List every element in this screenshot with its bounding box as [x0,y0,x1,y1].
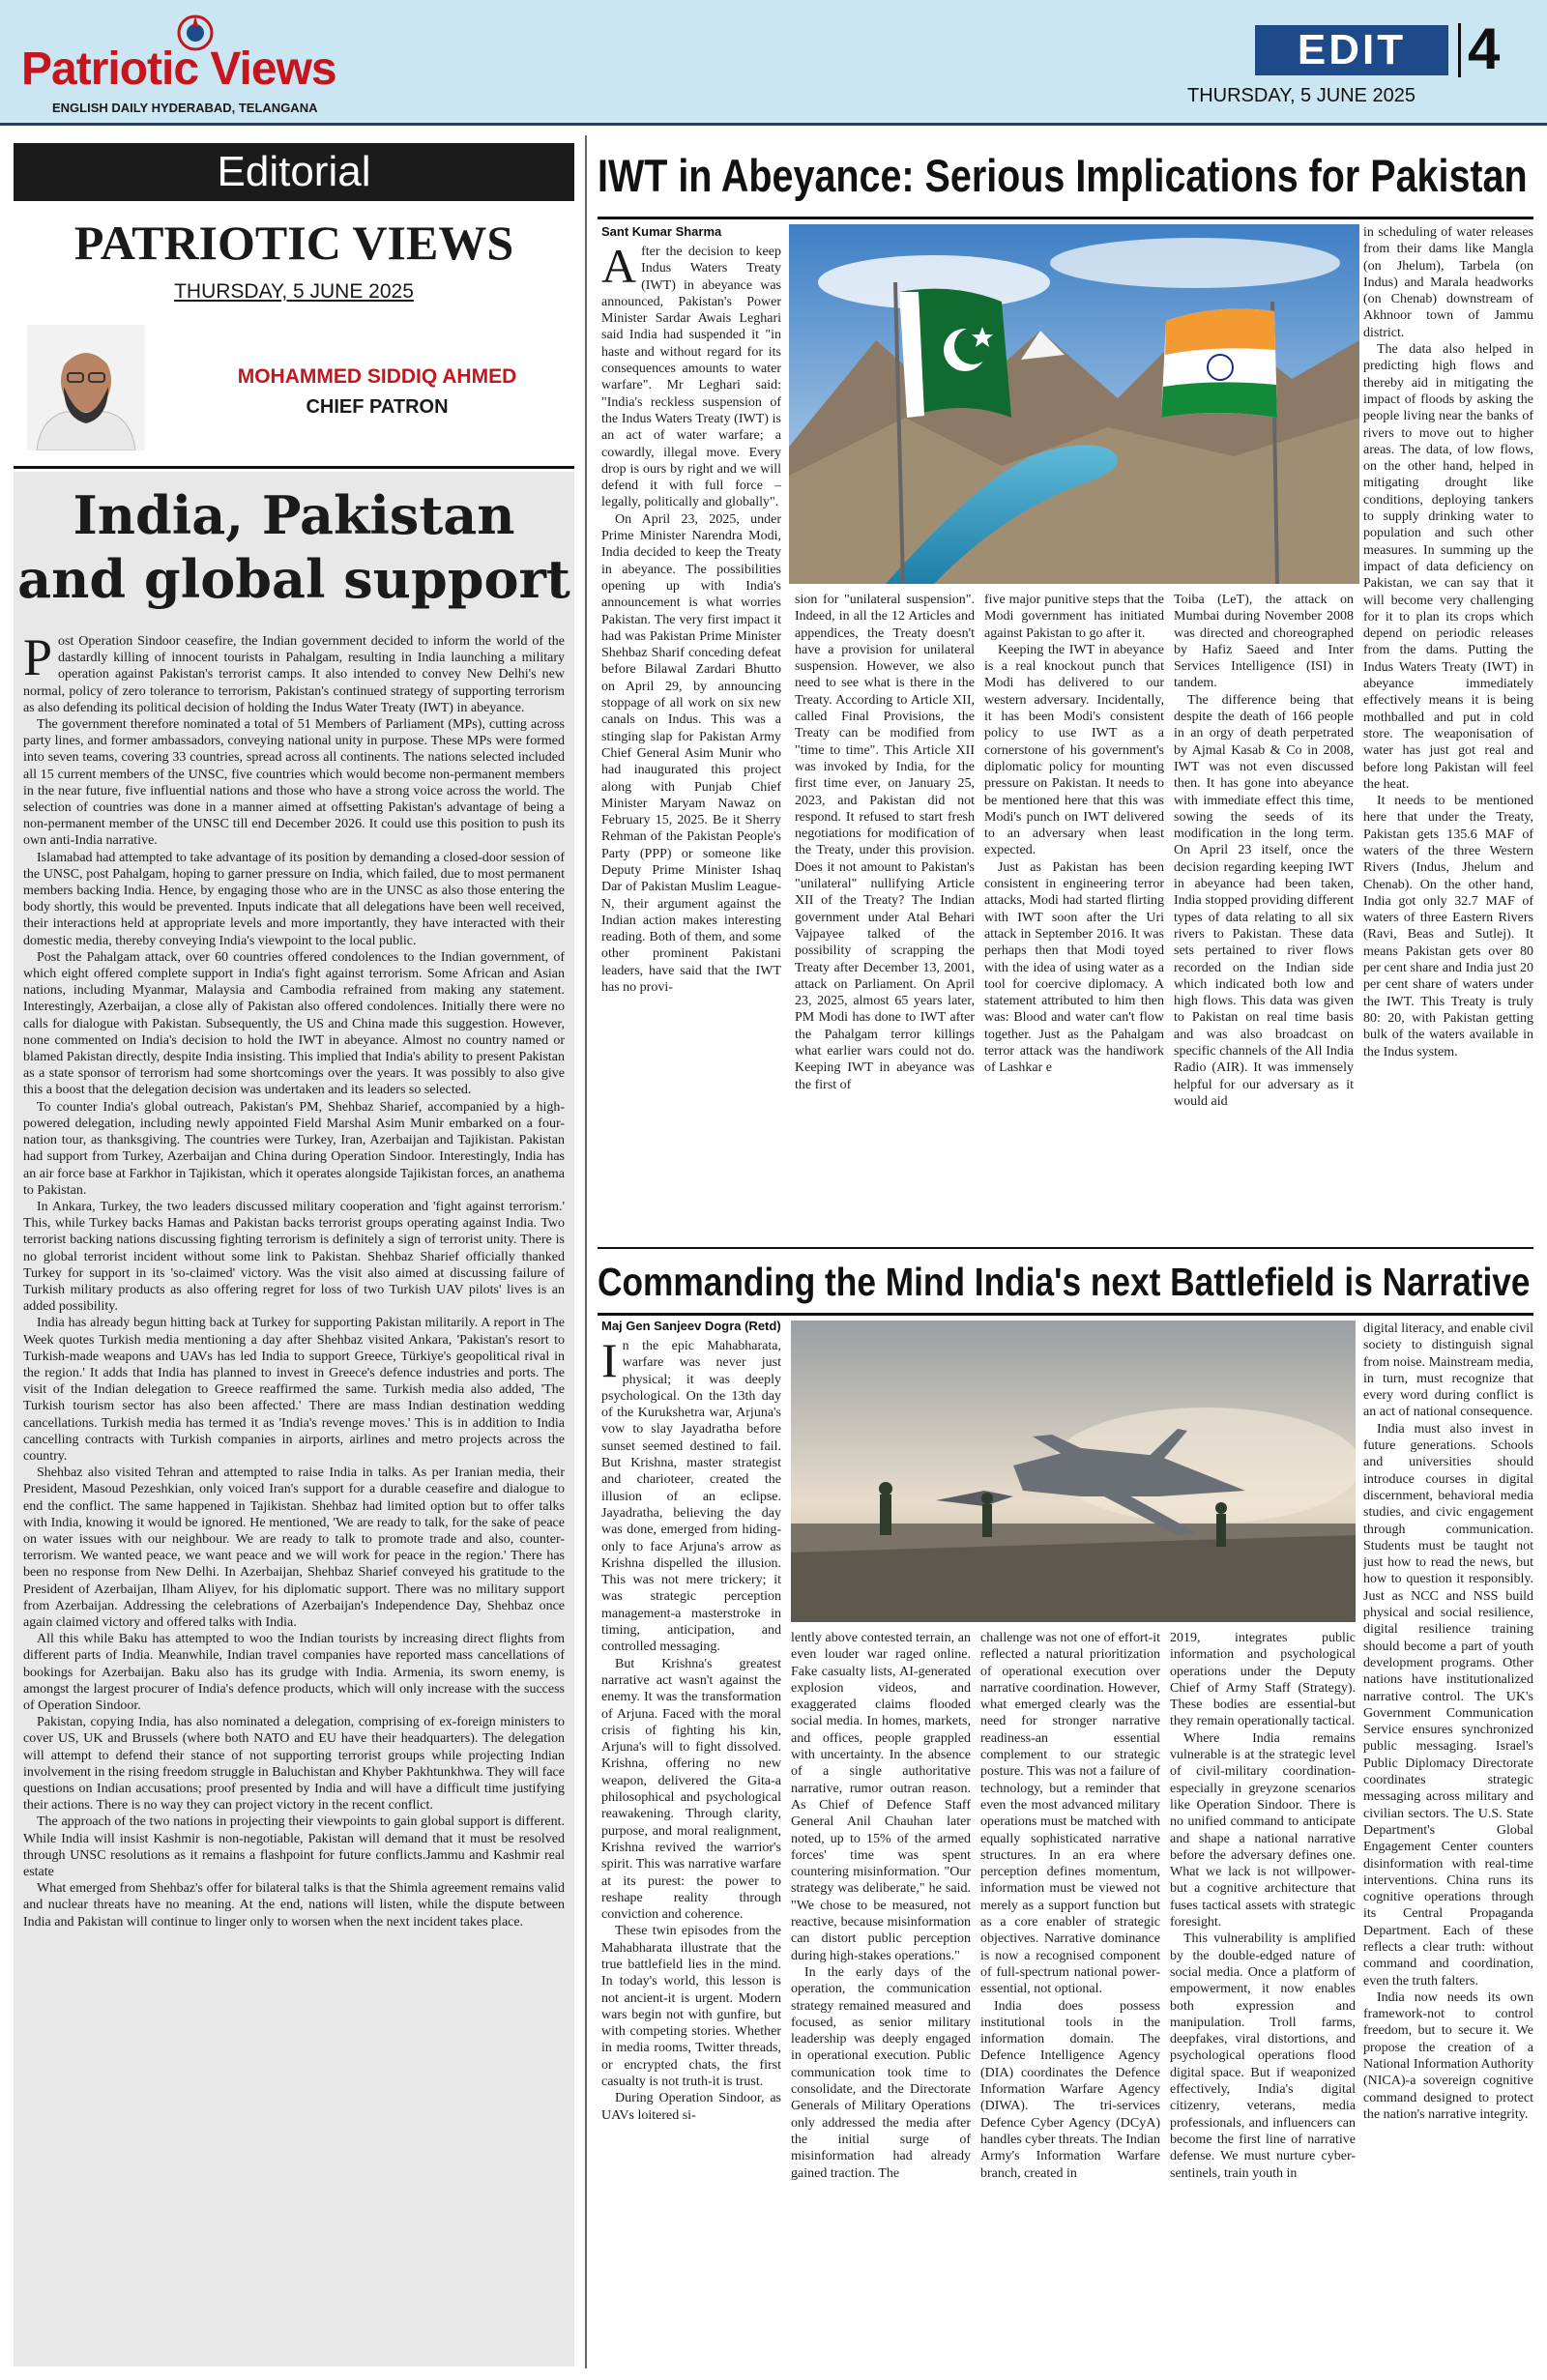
article2-column [1363,1321,1533,2365]
divider [598,217,1533,219]
newspaper-logo[interactable] [21,14,350,115]
paragraph: The approach of the two nations in projecting their viewpoints to gain global support is different. While India will insist Kashmir is non-negotiable, Pakistan will demand that it must be resolved through UNSC resolutions as it remains a flashpoint for future conflicts.Jammu and Kashmir real estate [23,1814,565,1880]
paragraph: Keeping the IWT in abeyance is a real knockout punch that Modi has delivered to our western adversary. Incidentally, it has been Modi's consistent policy to use IWT as a cornerstone of his government's diplomatic policy for mounting pressure on Pakistan. It needs to be mentioned here that this was Modi's punch on IWT delivered to an adversary when least expected. [984,642,1164,858]
article2-column [791,1630,971,2365]
article2-byline: Maj Gen Sanjeev Dogra (Retd) [601,1319,781,1333]
article1-column [1363,224,1533,1239]
paragraph: On April 23, 2025, under Prime Minister Narendra Modi, India decided to keep the Treaty in abeyance. The possibilities opening up with India's announcement is what worries Pakistan. The very first impact it had was Pakistan Prime Minister Shehbaz Sharif conceding defeat before Bilawal Zardari Bhutto on April 29, by announcing stoppage of all work on six new canals on Indus. This was a stinging slap for Pakistan Army Chief General Asim Munir who had inaugurated this project along with Punjab Chief Minister Maryam Nawaz on February 15, 2025. Be it Sherry Rehman of the Pakistan People's Party (PPP) or someone like Deputy Prime Minister Ishaq Dar of Pakistan Muslim League-N, their argument against the Indian action makes interesting reading. Both of them, and some other prominent Pakistani leaders, have said that the IWT has no provi- [601,511,781,996]
paragraph: 2019, integrates public information and psychological operations under the Deputy Chief of Army Staff (Strategy). These bodies are essential-but they remain operationally tactical. [1170,1631,1356,1729]
paragraph: What emerged from Shehbaz's offer for bilateral talks is that the Shimla agreement remains valid and nuclear threats have no meaning. At the end, nations will listen, while the dispute between India and Pakistan will continue to linger only to worsen when the next incident takes place. [23,1881,565,1930]
paragraph: The difference being that despite the death of 166 people in an orgy of death perpetrated by Ajmal Kasab & Co in 2008, IWT was not even discussed then. It has gone into abeyance with immediate effect this time, sowing the seeds of its modification in the long term. On April 23 itself, once the decision regarding keeping IWT in abeyance had been taken, India stopped providing different types of data relating to all six rivers to Pakistan. These data sets pertained to river flows recorded on the Indian side which indicated both low and high flows. This data was given to Pakistan on real time basis and was also broadcast on specific channels of the All India Radio (AIR). It was immensely helpful for our adversary as it would aid [1174,692,1354,1109]
article2-headline[interactable]: Commanding the Mind India's next Battlefield is Narrative [598,1260,1531,1304]
column-divider [585,135,587,2368]
paragraph: These twin episodes from the Mahabharata illustrate that the true battlefield lies in the mind. In today's world, this lesson is not ancient-it is urgent. Modern wars begin not with gunfire, but with competing stories. Whether in media rooms, Twitter threads, or encrypted chats, the first casualty is not truth-it is trust. [601,1924,781,2090]
paragraph: Toiba (LeT), the attack on Mumbai during November 2008 was directed and choreographed by Hafiz Saeed and Inter Services Intelligence (ISI) in tandem. [1174,593,1354,691]
paragraph: Just as Pakistan has been consistent in engineering terror attacks, Modi had started flirting with IWT soon after the Uri attack in September 2016. It was perhaps then that Modi toyed with the idea of using water as a tool for coercive diplomacy. A statement attributed to him then was: Blood and water can't flow together. Just as the Pahalgam terror attack was the handiwork of Lashkar e [984,859,1164,1076]
article2-column [601,1338,781,2365]
logo-tagline: ENGLISH DAILY HYDERABAD, TELANGANA [52,101,318,115]
paragraph: But Krishna's greatest narrative act wasn't against the enemy. It was the transformation of Arjuna. Faced with the moral crisis of fighting his kin, Arjuna's will to fight dissolved. Krishna, offering no new weapon, delivered the Gita-a philosophical and psychological reawakening. Through clarity, purpose, and moral realignment, Krishna revived the warrior's spirit. This was narrative warfare at its purest: the power to reshape reality through conviction and coherence. [601,1656,781,1923]
article1-column [795,592,975,1239]
paragraph: Post the Pahalgam attack, over 60 countries offered condolences to the Indian government, of which eight offered complete support in India's fight against terrorism. Some African and Asian nations, including Myanmar, Malaysia and Cambodia refrained from making any statement. Interestingly, Azerbaijan, a close ally of Pakistan also offered condolences. Initially there were no calls for dialogue with Pakistan. Subsequently, the US and China made this suggestion. However, none commented on India's decision to hold the IWT in abeyance. Almost no country named or blamed Pakistan directly, despite India insisting. This implied that India's ability to present Pakistan as a state sponsor of terrorism had some shortcomings over the years. It was possibly to also give this a boost that the delegation decision was undertaken and its leaders so selected. [23,949,565,1098]
article1-photo [789,224,1359,584]
paragraph: sion for "unilateral suspension". Indeed, in all the 12 Articles and appendices, the Treaty doesn't have a provision for unilateral suspension. However, we also need to see what is there in the Treaty. According to Article XII, called Final Provisions, the Treaty can be modified from "time to time". This Article XII was invoked by India, for the first time ever, on January 25, 2023, and Pakistan did not respond. It refused to start fresh negotiations for modification of the Treaty, under this provision. Does it not amount to Pakistan's "unilateral" nullifying Article XII of the Treaty? The Indian government under Atal Behari Vajpayee talked of the possibility of scrapping the Treaty after December 13, 2001, attack on Parliament. On April 23, 2025, almost 65 years later, PM Modi has done to IWT after the Pahalgam terror killings what earlier wars could not do. Keeping IWT in abeyance was the first of [795,593,975,1092]
paragraph: Post Operation Sindoor ceasefire, the Indian government decided to inform the world of the dastardly killing of innocent tourists in Pahalgam, resulting in India launching a military operation against Pakistan's terrorist camps. It also intended to convey New Delhi's new normal, policy of zero tolerance to terrorism, Pakistan's continued strategy of supporting terrorism as also defending its political decision of holding the Indus Water Treaty (IWT) in abeyance. [23,633,565,715]
paragraph: five major punitive steps that the Modi government has initiated against Pakistan to go after it. [984,593,1164,641]
drop-cap: I [601,1338,618,1387]
drop-cap: A [601,244,637,293]
article2-column [1170,1630,1356,2365]
paragraph: digital literacy, and enable civil society to distinguish signal from noise. Mainstream media, in turn, must recognize that every word during conflict is an act of national consequence. [1363,1321,1533,1420]
paragraph: In the epic Mahabharata, warfare was never just physical; it was deeply psychological. On the 13th day of the Kurukshetra war, Arjuna's vow to slay Jayadratha before sunset seemed destined to fail. But Krishna, master strategist and charioteer, created the illusion of an eclipse. Jayadratha, believing the day was done, emerged from hiding-only to face Arjuna's arrow as Krishna dispelled the illusion. This was not mere trickery; it was strategic perception management-a masterstroke in timing, anticipation, and controlled messaging. [601,1338,781,1655]
article2-column [980,1630,1160,2365]
logo-text: Patriotic Views [21,44,336,95]
paragraph: India must also invest in future generations. Schools and universities should introduce courses in digital discernment, behavioral media studies, and civic engagement through communication. Students must be taught not just how to read the news, but how to question it responsibly. Just as NCC and NSS build physical and social resilience, digital resilience training should become a part of youth development programs. Other nations have institutionalized narrative control. The UK's Government Communication Service ensures synchronized public messaging. Israel's Public Diplomacy Directorate coordinates strategic messaging across military and civilian sectors. The U.S. State Department's Global Engagement Center counters disinformation with real-time interventions. China runs its cognitive operations through its Central Propaganda Department. Each of these reflects a clear truth: without command and coordination, even the truth falters. [1363,1421,1533,1988]
paragraph: The data also helped in predicting high flows and thereby aid in mitigating the impact of floods by asking the people living near the banks of rivers to move out to higher areas. The data, of low flows, on the other hand, helped in mitigating drought like conditions, deploying tankers to supply drinking water to population and such other measures. In summing up the impact of data deficiency on Pakistan, we can say that it will become very challenging for it to plan its crops which depend on periodic releases from the dams. Putting the Indus Waters Treaty (IWT) in abeyance immediately effectively means it is being mothballed and put in cold store. The weaponisation of water has just got real and before long Pakistan will feel the heat. [1363,342,1533,792]
article1-headline[interactable]: IWT in Abeyance: Serious Implications for Pakistan [598,150,1528,201]
paragraph: Where India remains vulnerable is at the strategic level of civil-military coordination-especially in greyzone scenarios like Operation Sindoor. There is no unified command to anticipate and shape a national narrative before the adversary defines one. What we lack is not willpower-but a cognitive architecture that fuses tactical assets with strategic foresight. [1170,1730,1356,1930]
paragraph: To counter India's global outreach, Pakistan's PM, Shehbaz Sharief, accompanied by a high-powered delegation, including newly appointed Field Marshal Asim Munir embarked on a four-nation tour, as thanksgiving. The countries were Turkey, Iran, Azerbaijan and Tajikistan. Pakistan had support from Turkey, Azerbaijan and China during Operation Sindoor. Interestingly, India has an air force base at Farkhor in Tajikistan, which it operates alongside Tajikistan forces, an anathema to Pakistan. [23,1099,565,1198]
paragraph: in scheduling of water releases from their dams like Mangla (on Jhelum), Tarbela (on Indus) and Marala headworks (on Chenab) downstream of Akhnoor town of Jammu district. [1363,225,1533,340]
divider [14,466,574,469]
editorial-brand: PATRIOTIC VIEWS [73,216,514,270]
paragraph: challenge was not one of effort-it reflected a natural prioritization of operational execution over narrative coordination. However, what emerged clearly was the need for stronger narrative readiness-an essential complement to our strategic posture. This was not a failure of technology, but a reminder that even the most advanced military operations must be matched with equally sophisticated narrative structures. In an era where perception defines momentum, information must be viewed not merely as a support function but as a core enabler of strategic objectives. Narrative dominance is now a recognised component of full-spectrum national power-essential, not optional. [980,1631,1160,1997]
paragraph: It needs to be mentioned here that under the Treaty, Pakistan gets 135.6 MAF of waters of the three Western Rivers (Indus, Jhelum and Chenab). On the other hand, India got only 32.7 MAF of waters of three Eastern Rivers (Ravi, Beas and Sutlej). It means Pakistan gets over 80 per cent share and India just 20 per cent share of waters under the IWT. This Treaty is truly 80: 20, with Pakistan getting bulk of the waters available in the Indus system. [1363,794,1533,1059]
divider [598,1313,1533,1316]
paragraph: During Operation Sindoor, as UAVs loitered si- [601,2091,781,2123]
paragraph: Pakistan, copying India, has also nominated a delegation, comprising of ex-foreign ministers to cover US, UK and Brussels (where both NATO and EU have their headquarters). The delegation will attempt to defend their stance of not supporting terrorist groups while projecting Indian involvement in the rising freedom struggle in Baluchistan and Khyber Pakhtunkhwa. They will face questions on Indian accusations; proof presented by India and will have a difficult time justifying their actions. There is no way they can project victory in the recent conflict. [23,1715,565,1814]
page-divider [1458,23,1461,77]
divider [598,1247,1533,1249]
issue-date: THURSDAY, 5 JUNE 2025 [1187,85,1416,106]
paragraph: India has already begun hitting back at Turkey for supporting Pakistan militarily. A report in The Week quotes Turkish media mentioning a day after Shehbaz visited Ankara, 'Pakistan's resort to Turkish-made weapons and UAVs has led India to support Greece, Türkiye's geopolitical rival in the region.' It adds that India has planned to invest in Greece's defence industries and ports. The visit of the Indian delegation to Greece reaffirmed the same. Turkish media also added, 'The Turkish tourism sector has also been affected.' There are mass Indian destination wedding cancellations. Turkish media has termed it as 'India's revenge moves.' This is in addition to India cancelling contracts with Turkish companies in airports, airlines and metro projects across the country. [23,1316,565,1464]
paragraph: lently above contested terrain, an even louder war raged online. Fake casualty lists, AI-generated explosion videos, and exaggerated claims flooded social media. In homes, markets, and offices, people grappled with uncertainty. In the absence of a single authoritative narrative, rumor outran reason. As Chief of Defence Staff General Anil Chauhan later noted, up to 15% of the armed forces' time was spent countering misinformation. "Our strategy was deliberate," he said. "We chose to be measured, not reactive, because misinformation can distort public perception during high-stakes operations." [791,1631,971,1963]
editorial-label: Editorial [14,143,574,201]
paragraph: India now needs its own framework-not to control freedom, but to secure it. We propose the creation of a National Information Authority (NICA)-a sovereign cognitive command designed to protect the nation's narrative integrity. [1363,1989,1533,2122]
paragraph: Islamabad had attempted to take advantage of its position by demanding a closed-door session of the UNSC, post Pahalgam, hoping to garner pressure on India, which failed, due to most permanent members backing India. Hence, by engaging those who are in the UNSC as also those entering the body shortly, this would be prevented. Inputs indicate that all delegations have been well received, their interactions held at appropriate levels and more importantly, they have interacted with their domestic media, thereby conveying India's viewpoint to the local public. [23,850,565,948]
editorial-headline[interactable]: India, Pakistan and global support [17,484,570,610]
article2-photo [791,1321,1356,1622]
paragraph: All this while Baku has attempted to woo the Indian tourists by increasing direct flights from different parts of India. Meanwhile, Indian travel companies have reported mass cancellations of bookings for Azerbaijan. Baku also has its grudge with India. Armenia, its sworn enemy, is amongst the largest procurer of India's defence products, which will only increase with the success of Operation Sindoor. [23,1632,565,1713]
paragraph: In the early days of the operation, the communication strategy remained measured and focused, as senior military leadership was deeply engaged in operational execution. Public communication took time to consolidate, and the Directorate Generals of Military Operations only addressed the media after the initial surge of misinformation had already gained traction. The [791,1964,971,2181]
masthead [0,0,1547,126]
paragraph: This vulnerability is amplified by the double-edged nature of social media. Once a platform of empowerment, it now enables both expression and manipulation. Troll farms, deepfakes, viral distortions, and psychological operations flood digital space. But if weaponized effectively, India's digital citizenry, veterans, media professionals, and influencers can become the first line of narrative defense. We must nurture cyber-sentinels, train youth in [1170,1931,1356,2181]
editorial-body [23,633,565,2359]
page-number: 4 [1468,16,1501,81]
article1-column [1174,592,1354,1239]
patron-name: MOHAMMED SIDDIQ AHMED [237,365,517,388]
patron-role: CHIEF PATRON [306,396,449,418]
drop-cap: P [23,633,53,686]
article1-column [984,592,1164,1239]
paragraph: In Ankara, Turkey, the two leaders discussed military cooperation and 'fight against terrorism.' This, while Turkey backs Hamas and Pakistan backs terrorist groups operating against India. Two terrorist backing nations discussing fighting terrorism is definitely a sign of terrorist unity. There is no global terrorist incident without some link to Pakistan. Shehbaz Sharief officially thanked Turkey for support in its 'so-claimed' victory. Was the visit also aimed at discussing failure of Turkish military products as also offering regret for loss of two Turkish UAV pilots' lives is an added possibility. [23,1199,565,1315]
paragraph: After the decision to keep Indus Waters Treaty (IWT) in abeyance was announced, Pakistan's Power Minister Sardar Awais Leghari said India had suspended it "in haste and without regard for its consequences amounts to water warfare". Mr Leghari said: "India's reckless suspension of the Indus Waters Treaty (IWT) is an act of water warfare; a cowardly, illegal move. Every drop is ours by right and we will defend it with full force – legally, politically and globally". [601,244,781,510]
editorial-date: THURSDAY, 5 JUNE 2025 [174,280,414,303]
article1-column [601,244,781,1239]
patron-photo [27,325,145,450]
paragraph: Shehbaz also visited Tehran and attempted to raise India in talks. As per Iranian media, their President, Masoud Pezeshkian, only voiced Iran's support for a durable ceasefire and dialogue to end the conflict. The same happened in Tajikistan. Shehbaz had limited option but to offer talks with India, knowing it would be ignored. He mentioned, 'We are ready to talk, for the sake of peace on water issues with our neighbour. We are ready to talk to promote trade and also, counter-terrorism. We wanted peace, we want peace and we will work for peace in the region.' There has been no response from New Delhi. In Azerbaijan, Shehbaz Sharief conveyed his gratitude to the President of Azerbaijan, Ilham Aliyev, for his diplomatic support. There was no military support from Azerbaijan. Addressing the celebrations of Azerbaijan's Independence Day, Shehbaz once again claimed victory and offered talks with India. [23,1466,565,1630]
paragraph: The government therefore nominated a total of 51 Members of Parliament (MPs), cutting across party lines, and former ambassadors, conveying national unity in purpose. These MPs were formed into seven teams, covering 33 countries, spread across all continents. The nations selected included all 15 current members of the UNSC, five countries which would become non-permanent members in the near future, five influential nations and those who have a strong voice across the world. The selection of countries was done in a manner aimed at offsetting Pakistan's advantage of being a non-permanent member of the UNSC till end December 2026. It could use this position to push its own anti-India narrative. [23,717,565,849]
article1-byline: Sant Kumar Sharma [601,224,722,239]
section-label: EDIT [1255,25,1448,75]
paragraph: India does possess institutional tools in the information domain. The Defence Intelligence Agency (DIA) coordinates the Defence Information Warfare Agency (DIWA). The tri-services Defence Cyber Agency (DCyA) handles cyber threats. The Indian Army's Information Warfare branch, created in [980,1998,1160,2181]
